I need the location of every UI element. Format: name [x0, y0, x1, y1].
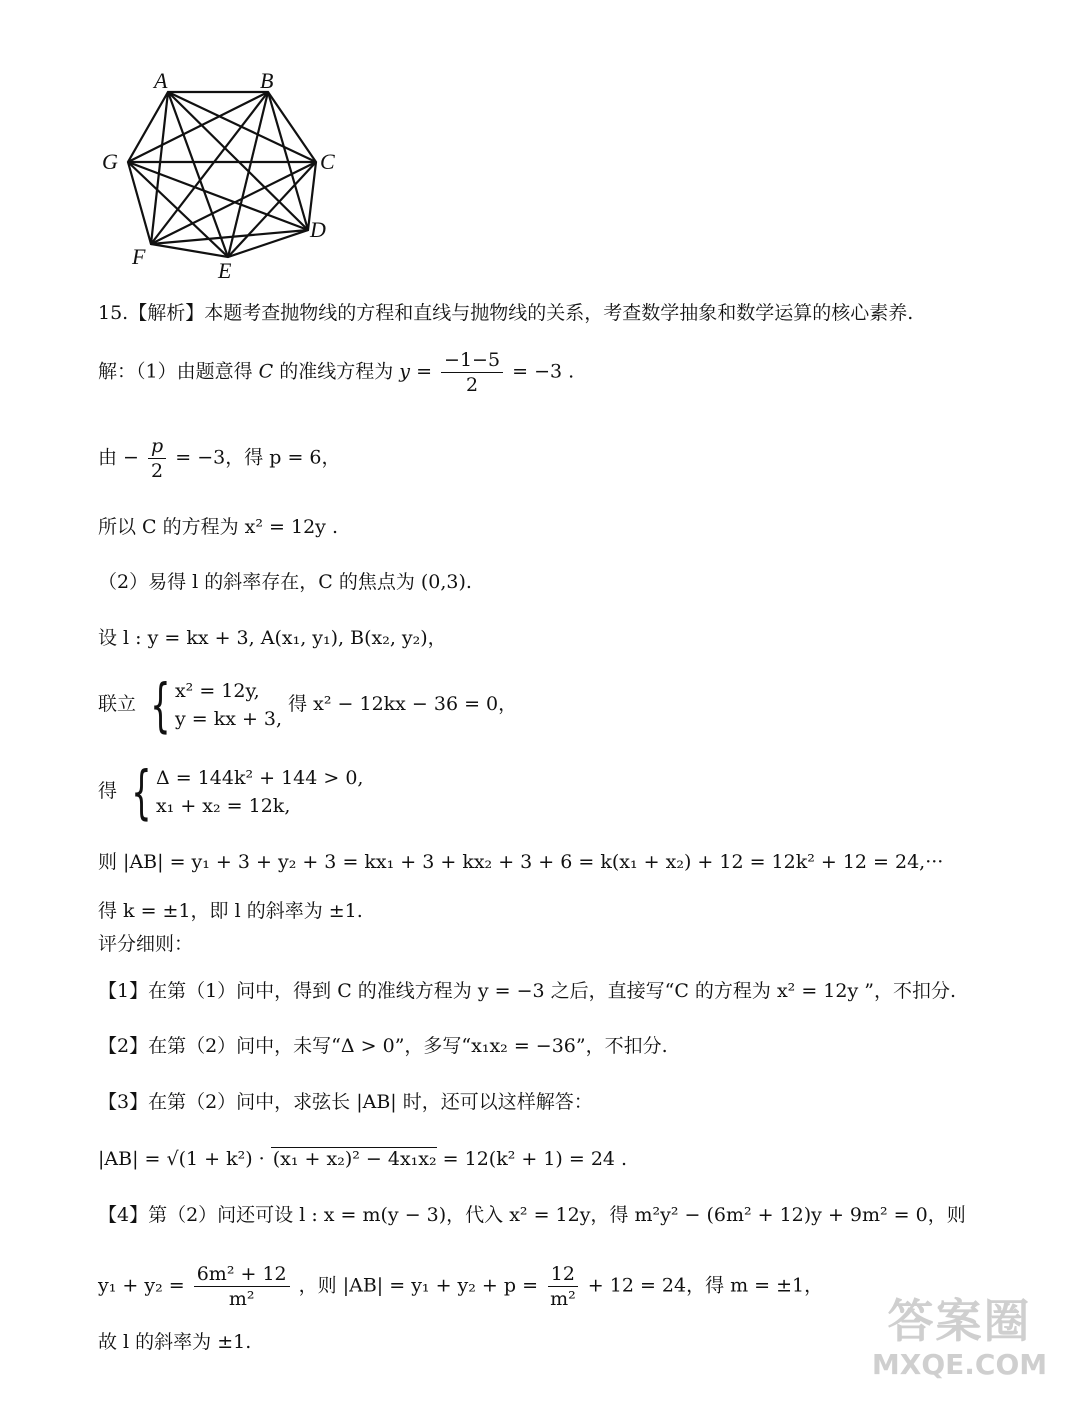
text: = 12(k² + 1) = 24 .: [436, 1148, 628, 1170]
fraction: $\frac{p}{2}$: [148, 434, 166, 483]
vertex-label-e: E: [218, 258, 232, 283]
watermark-url: MXQE.COM: [871, 1348, 1048, 1381]
scoring-rule-1: 【1】在第（1）问中，得到 C 的准线方程为 y = −3 之后，直接写“C 的方程为 x² = 12y ”，不扣分.: [98, 980, 956, 1002]
solution-line-5: 设 l : y = kx + 3, A(x₁, y₁), B(x₂, y₂)，: [98, 627, 447, 649]
text: |AB| = √(1 + k²) ·: [98, 1148, 271, 1170]
text: = −3 .: [512, 360, 575, 383]
fraction: $\frac{-1-5}{2}$: [441, 348, 503, 397]
equation-system: { Δ = 144k² + 144 > 0, x₁ + x₂ = 12k,: [131, 758, 364, 826]
vertex-label-d: D: [310, 217, 326, 242]
heptagon-figure: [96, 70, 356, 285]
solution-line-9: 得 k = ±1，即 l 的斜率为 ±1.: [98, 900, 363, 922]
text: 得: [98, 780, 118, 802]
scoring-rule-3: 【3】在第（2）问中，求弦长 |AB| 时，还可以这样解答：: [98, 1091, 593, 1113]
vertex-label-c: C: [320, 149, 335, 174]
conclusion-line: 故 l 的斜率为 ±1.: [98, 1331, 252, 1353]
solution-line-1: 解：（1）由题意得 C 的准线方程为 y = $\frac{-1-5}{2}$ = −3 .: [98, 349, 575, 396]
fraction: $\frac{\text{6m² + 12}}{\text{m²}}$: [194, 1262, 290, 1311]
text: 得 x² − 12kx − 36 = 0，: [288, 693, 518, 715]
sqrt-term: (x₁ + x₂)² − 4x₁x₂: [272, 1148, 437, 1170]
scoring-rule-4: 【4】第（2）问还可设 l : x = m(y − 3)，代入 x² = 12y，得 m²y² − (6m² + 12)y + 9m² = 0，则: [98, 1204, 966, 1226]
scoring-title: 评分细则：: [98, 933, 194, 955]
solution-line-3: 所以 C 的方程为 x² = 12y .: [98, 516, 338, 538]
solution-line-4: （2）易得 l 的斜率存在，C 的焦点为 (0,3).: [98, 571, 472, 593]
equation-system: { x² = 12y, y = kx + 3,: [150, 671, 283, 739]
text: ，则 |AB| = y₁ + y₂ + p =: [298, 1274, 539, 1297]
text: = −3，得 p = 6，: [175, 446, 341, 469]
solution-line-6: [98, 671, 518, 739]
text: 由: [98, 446, 118, 469]
text: 联立: [98, 693, 137, 715]
text: 的准线方程为: [279, 360, 394, 383]
heptagon-edges: [128, 92, 316, 257]
vertex-label-f: F: [132, 244, 146, 269]
solution-line-2: 由 − $\frac{p}{2}$ = −3，得 p = 6，: [98, 435, 341, 482]
text: + 12 = 24，得 m = ±1，: [587, 1274, 824, 1297]
watermark-logo-text: 答案圈: [887, 1294, 1032, 1348]
scoring-rule-2: 【2】在第（2）问中，未写“Δ > 0”，多写“x₁x₂ = −36”，不扣分.: [98, 1035, 668, 1057]
rule-3-formula: [98, 1147, 627, 1171]
vertex-label-a: A: [154, 70, 168, 93]
text: 解：（1）由题意得: [98, 360, 253, 383]
text: y₁ + y₂ =: [98, 1274, 185, 1297]
vertex-label-g: G: [102, 149, 118, 174]
vertex-label-b: B: [260, 70, 274, 93]
problem-heading: 15.【解析】本题考查抛物线的方程和直线与抛物线的关系，考查数学抽象和数学运算的核心素养.: [98, 302, 914, 324]
rule-4-formula: [98, 1262, 823, 1311]
site-watermark: [867, 1293, 1052, 1393]
solution-line-8: 则 |AB| = y₁ + 3 + y₂ + 3 = kx₁ + 3 + kx₂ + 3 + 6 = k(x₁ + x₂) + 12 = 12k² + 12 = 24,···: [98, 851, 944, 873]
solution-line-7: [98, 758, 364, 826]
fraction: $\frac{12}{\text{m²}}$: [547, 1262, 579, 1311]
